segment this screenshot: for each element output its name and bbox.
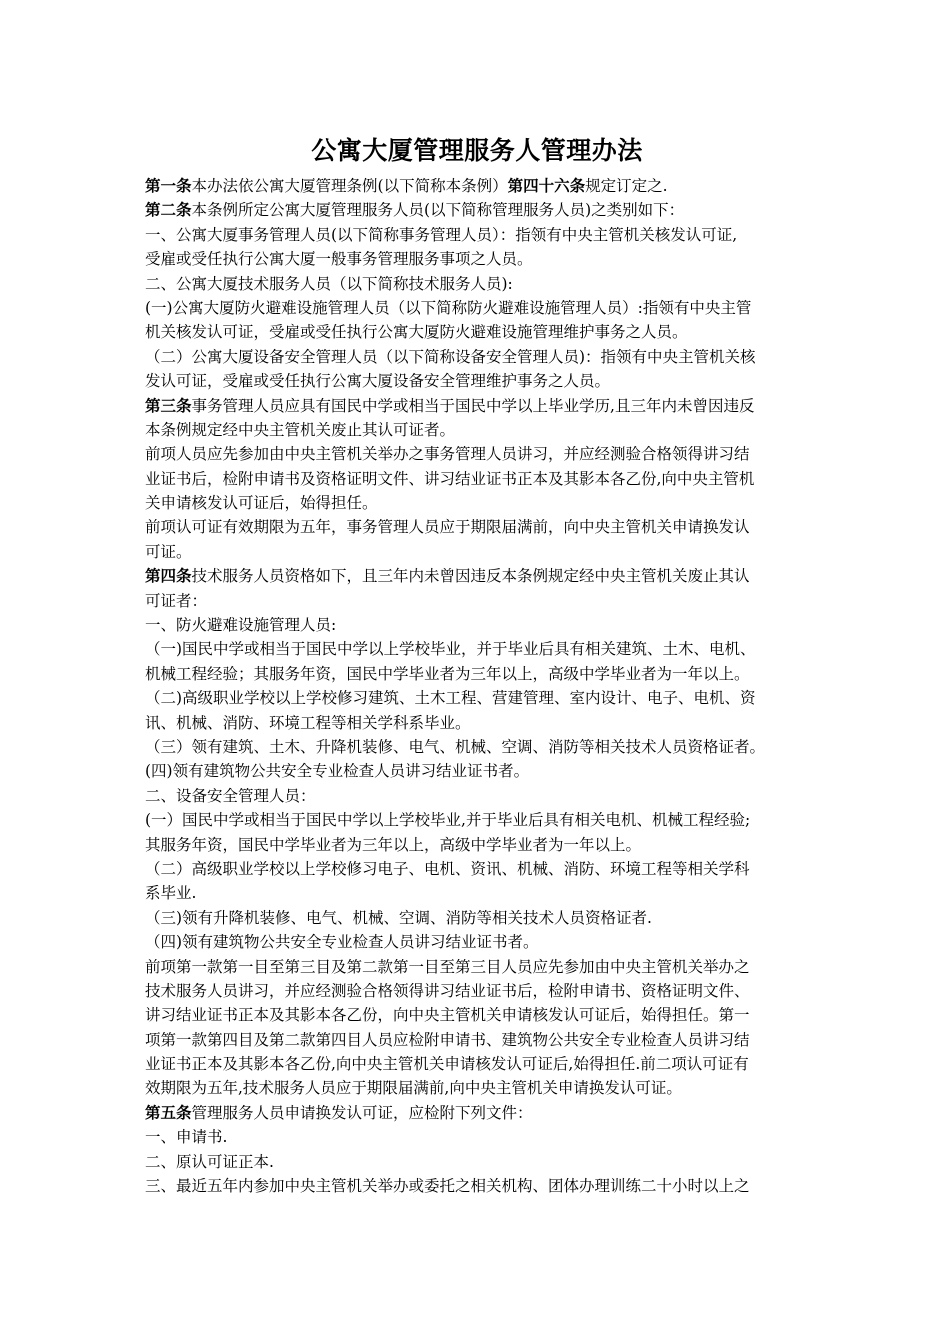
line-text: 二、公寓大厦技术服务人员（以下简称技术服务人员): [145, 274, 513, 293]
text-line [145, 881, 809, 905]
article-number: 第一条 [145, 176, 192, 195]
text-line [145, 198, 809, 222]
text-line [145, 369, 809, 393]
text-line [145, 1150, 809, 1174]
article-number: 第三条 [145, 395, 192, 415]
text-line [145, 735, 809, 759]
text-line [145, 637, 809, 661]
line-text: (四)领有建筑物公共安全专业检查人员讲习结业证书者。 [145, 762, 530, 781]
text-line [145, 394, 809, 418]
text-line [145, 857, 809, 881]
line-text: 本办法依公寓大厦管理条例(以下简称本条例） [191, 177, 508, 195]
line-text: (一）国民中学或相当于国民中学以上学校毕业,并于毕业后具有相关电机、机械工程经验; [145, 811, 751, 830]
line-text: （二）高级职业学校以上学校修习电子、电机、资讯、机械、消防、环境工程等相关学科 [145, 859, 750, 878]
text-line [145, 1101, 809, 1125]
line-text: 机关核发认可证，受雇或受任执行公寓大厦防火避难设施管理维护事务之人员。 [145, 323, 688, 342]
text-line [145, 247, 809, 271]
document-body [145, 174, 809, 1198]
line-text: 前项认可证有效期限为五年，事务管理人员应于期限届满前，向中央主管机关申请换发认 [145, 518, 750, 537]
line-text: 前项人员应先参加由中央主管机关举办之事务管理人员讲习，并应经测验合格领得讲习结 [145, 445, 750, 464]
text-line [145, 979, 809, 1003]
line-text: 机械工程经验；其服务年资，国民中学毕业者为三年以上，高级中学毕业者为一年以上。 [145, 664, 750, 683]
text-line [145, 759, 809, 783]
line-text: 一、公寓大厦事务管理人员(以下简称事务管理人员）：指领有中央主管机关核发认可证, [145, 225, 738, 244]
text-line [145, 515, 809, 539]
document-page [145, 130, 809, 1198]
line-text: 其服务年资，国民中学毕业者为三年以上，高级中学毕业者为一年以上。 [145, 835, 642, 854]
text-line [145, 223, 809, 247]
text-line [145, 174, 809, 198]
line-text: 管理服务人员申请换发认可证，应检附下列文件： [191, 1103, 533, 1122]
text-line [145, 467, 809, 491]
text-line [145, 930, 809, 954]
text-line [145, 1125, 809, 1149]
text-line [145, 662, 809, 686]
line-text: 二、原认可证正本. [145, 1152, 274, 1171]
line-text: （三）领有建筑、土木、升降机装修、电气、机械、空调、消防等相关技术人员资格证者。 [145, 737, 766, 756]
text-line [145, 955, 809, 979]
line-text: 可证。 [145, 542, 192, 561]
line-text: 讯、机械、消防、环境工程等相关学科系毕业。 [145, 713, 471, 732]
line-text: 本条例规定经中央主管机关废止其认可证者。 [145, 420, 456, 439]
line-text: 关申请核发认可证后，始得担任。 [145, 494, 378, 513]
text-line [145, 711, 809, 735]
line-text: 事务管理人员应具有国民中学或相当于国民中学以上毕业学历,且三年内未曾因违反 [191, 396, 755, 415]
article-number: 第二条 [145, 200, 192, 220]
article-number: 第四条 [145, 566, 192, 586]
line-text: 前项第一款第一目至第三目及第二款第一目至第三目人员应先参加由中央主管机关举办之 [145, 957, 750, 976]
line-text: 技术服务人员讲习，并应经测验合格领得讲习结业证书后，检附申请书、资格证明文件、 [145, 981, 750, 1000]
line-text: 系毕业. [145, 884, 197, 903]
text-line [145, 272, 809, 296]
text-line [145, 1003, 809, 1027]
article-number: 第四十六条 [507, 176, 586, 195]
text-line [145, 784, 809, 808]
text-line [145, 442, 809, 466]
text-line [145, 613, 809, 637]
text-line [145, 686, 809, 710]
text-line [145, 564, 809, 588]
text-line [145, 1076, 809, 1100]
text-line [145, 296, 809, 320]
line-text: 可证者： [145, 591, 208, 610]
line-text: (一)公寓大厦防火避难设施管理人员（以下简称防火避难设施管理人员）:指领有中央主管 [145, 298, 752, 317]
line-text: 一、申请书. [145, 1128, 228, 1147]
text-line [145, 418, 809, 442]
line-text: （四)领有建筑物公共安全专业检查人员讲习结业证书者。 [145, 933, 539, 952]
line-text: 受雇或受任执行公寓大厦一般事务管理服务事项之人员。 [145, 250, 533, 269]
text-line [145, 906, 809, 930]
line-text: 本条例所定公寓大厦管理服务人员(以下简称管理服务人员)之类别如下： [191, 201, 685, 220]
text-line [145, 1052, 809, 1076]
line-text: 业证书后，检附申请书及资格证明文件、讲习结业证书正本及其影本各乙份,向中央主管机 [145, 469, 755, 488]
line-text: 效期限为五年,技术服务人员应于期限届满前,向中央主管机关申请换发认可证。 [145, 1079, 682, 1098]
line-text: 技术服务人员资格如下，且三年内未曾因违反本条例规定经中央主管机关废止其认 [191, 567, 750, 586]
text-line [145, 345, 809, 369]
text-line [145, 833, 809, 857]
line-text: （一)国民中学或相当于国民中学以上学校毕业，并于毕业后具有相关建筑、土木、电机、 [145, 640, 756, 659]
text-line [145, 808, 809, 832]
line-text: （二）公寓大厦设备安全管理人员（以下简称设备安全管理人员)：指领有中央主管机关核 [145, 347, 756, 366]
line-text: 项第一款第四目及第二款第四目人员应检附申请书、建筑物公共安全专业检查人员讲习结 [145, 1030, 750, 1049]
text-line [145, 540, 809, 564]
line-text: 一、防火避难设施管理人员: [145, 616, 337, 635]
text-line [145, 1028, 809, 1052]
line-text: （三)领有升降机装修、电气、机械、空调、消防等相关技术人员资格证者. [145, 908, 652, 927]
page-title: 公寓大厦管理服务人管理办法 [311, 136, 643, 165]
text-line [145, 1174, 809, 1198]
text-line [145, 589, 809, 613]
line-text: 业证书正本及其影本各乙份,向中央主管机关申请核发认可证后,始得担任.前二项认可证有 [145, 1055, 749, 1074]
line-text: （二)高级职业学校以上学校修习建筑、土木工程、营建管理、室内设计、电子、电机、资 [145, 689, 756, 708]
line-text: 二、设备安全管理人员： [145, 786, 316, 805]
line-text: 讲习结业证书正本及其影本各乙份，向中央主管机关申请核发认可证后，始得担任。第一 [145, 1006, 750, 1025]
line-text: 规定订定之. [585, 177, 668, 195]
line-text: 三、最近五年内参加中央主管机关举办或委托之相关机构、团体办理训练二十小时以上之 [145, 1177, 750, 1196]
text-line [145, 320, 809, 344]
line-text: 发认可证，受雇或受任执行公寓大厦设备安全管理维护事务之人员。 [145, 372, 611, 391]
text-line [145, 491, 809, 515]
article-number: 第五条 [145, 1102, 192, 1122]
